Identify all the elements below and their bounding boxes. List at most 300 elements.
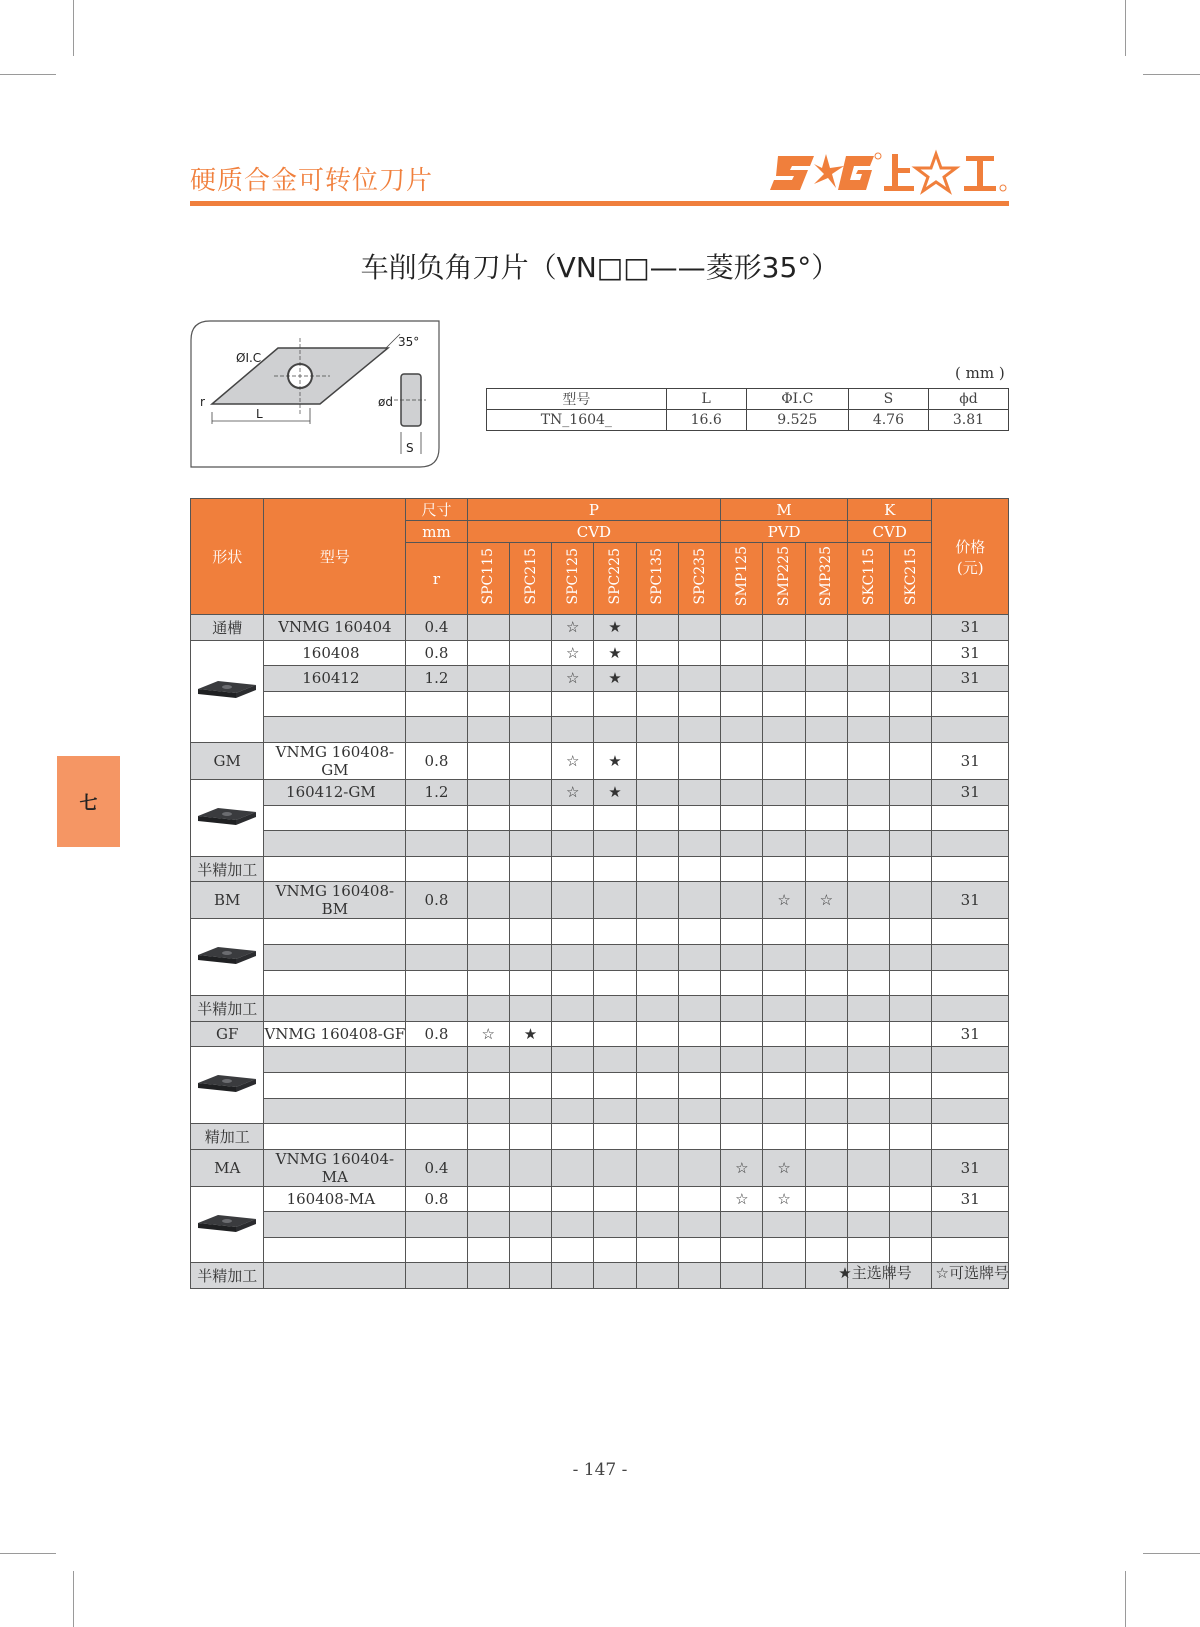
model-cell: VNMG 160408-GM [264,742,406,779]
grade-mark [594,1263,636,1289]
model-cell [264,970,406,996]
header-group-m: M [721,499,848,521]
grade-mark [636,779,678,805]
grade-mark [847,1212,889,1238]
grade-mark [847,1047,889,1073]
dim-header: S [848,389,928,410]
insert-icon [196,676,258,702]
grade-mark [594,996,636,1022]
shape-footer: 半精加工 [191,1263,264,1289]
header-grade [763,543,805,615]
grade-mark [636,1212,678,1238]
grade-mark [467,805,509,831]
grade-mark [763,615,805,641]
grade-mark [636,805,678,831]
grade-mark: ☆ [805,882,847,919]
model-cell [264,1047,406,1073]
grade-mark: ☆ [552,779,594,805]
grade-mark: ☆ [763,882,805,919]
dim-value: 3.81 [928,410,1008,431]
grade-mark [552,1124,594,1150]
grade-mark [467,717,509,743]
dim-header: L [666,389,746,410]
grade-mark [847,742,889,779]
table-row [191,856,1009,882]
model-cell [264,1098,406,1124]
grade-mark [509,1212,551,1238]
model-cell [264,856,406,882]
header-grade [890,543,932,615]
grade-mark [763,1098,805,1124]
dim-value: 9.525 [746,410,848,431]
insert-icon [196,803,258,829]
grade-mark [763,856,805,882]
label-ic: ØI.C [236,351,262,365]
grade-mark [763,717,805,743]
grade-mark [552,882,594,919]
price-cell [932,944,1009,970]
grade-mark [636,640,678,666]
radius-cell [406,717,467,743]
legend-main: ★主选牌号 [838,1264,912,1282]
grade-mark [636,1237,678,1263]
header-grade [552,543,594,615]
model-cell [264,1072,406,1098]
grade-mark: ☆ [552,666,594,692]
grade-mark [763,1237,805,1263]
model-cell: 160412 [264,666,406,692]
grade-mark: ★ [594,640,636,666]
grade-mark [594,970,636,996]
grade-label: SPC235 [691,548,708,605]
grade-mark [467,1263,509,1289]
header-grade [678,543,720,615]
radius-cell [406,1124,467,1150]
grade-mark [467,691,509,717]
grade-mark [678,856,720,882]
price-cell: 31 [932,1149,1009,1186]
header-coat-m: PVD [721,521,848,543]
grade-mark [721,944,763,970]
header-grade [721,543,763,615]
grade-mark [636,1047,678,1073]
price-cell [932,970,1009,996]
grade-mark: ☆ [763,1186,805,1212]
grade-mark [805,970,847,996]
header-grade [594,543,636,615]
grade-mark [636,1263,678,1289]
grade-mark [805,691,847,717]
page-number: - 147 - [572,1460,628,1480]
radius-cell: 0.8 [406,742,467,779]
grade-mark [552,831,594,857]
grade-mark [847,1149,889,1186]
grade-mark [763,1047,805,1073]
grade-mark [847,666,889,692]
radius-cell [406,856,467,882]
header-group-p: P [467,499,721,521]
grade-mark [594,1212,636,1238]
grade-mark [721,1021,763,1047]
table-row [191,742,1009,779]
grade-mark [678,831,720,857]
header-size: 尺寸 [406,499,467,521]
grade-mark [763,666,805,692]
price-cell: 31 [932,742,1009,779]
grade-mark [636,1098,678,1124]
grade-mark [847,944,889,970]
price-cell [932,805,1009,831]
shape-label: GF [191,1021,264,1047]
grade-mark [467,970,509,996]
model-cell [264,805,406,831]
grade-mark [847,882,889,919]
grade-mark [594,919,636,945]
price-cell [932,831,1009,857]
radius-cell [406,1237,467,1263]
grade-mark [890,691,932,717]
grade-mark [805,1212,847,1238]
dim-header: ϕd [928,389,1008,410]
grade-mark [509,691,551,717]
grade-mark [636,1021,678,1047]
shape-image [191,779,264,856]
grade-mark [763,944,805,970]
model-cell [264,1237,406,1263]
grade-label: SPC115 [480,548,497,605]
radius-cell [406,1047,467,1073]
table-row [191,615,1009,641]
grade-mark [678,691,720,717]
grade-mark [890,1237,932,1263]
header-grade [847,543,889,615]
grade-mark [805,1098,847,1124]
label-angle: 35° [398,335,420,349]
grade-mark [552,856,594,882]
grade-label: SPC135 [649,548,666,605]
crop-mark [0,74,56,75]
grade-mark [509,1237,551,1263]
model-cell: VNMG 160404 [264,615,406,641]
grade-mark [847,1124,889,1150]
grade-mark [467,615,509,641]
model-cell [264,919,406,945]
grade-label: SPC125 [564,548,581,605]
model-cell: VNMG 160404-MA [264,1149,406,1186]
grade-mark [805,856,847,882]
legend [800,1262,1009,1283]
grade-mark [509,666,551,692]
radius-cell [406,996,467,1022]
table-row [191,882,1009,919]
grade-mark [847,1098,889,1124]
grade-mark [552,1212,594,1238]
price-cell: 31 [932,1186,1009,1212]
table-row [191,1212,1009,1238]
crop-mark [1143,1553,1200,1554]
grade-mark [805,1237,847,1263]
grade-mark [678,944,720,970]
grade-mark [890,1124,932,1150]
radius-cell [406,919,467,945]
grade-mark [890,944,932,970]
grade-mark [763,1124,805,1150]
grade-mark [636,615,678,641]
grade-mark [636,666,678,692]
grade-mark [678,1237,720,1263]
grade-mark [678,640,720,666]
shape-label: MA [191,1149,264,1186]
radius-cell [406,944,467,970]
grade-mark [467,640,509,666]
label-r: r [200,395,205,409]
grade-mark [552,1237,594,1263]
header-price-label: 价格 [955,537,986,556]
price-cell [932,717,1009,743]
grade-mark [678,1186,720,1212]
radius-cell: 1.2 [406,666,467,692]
grade-mark [467,1149,509,1186]
label-d: ød [378,395,393,409]
header-group-k: K [847,499,932,521]
table-row [191,1021,1009,1047]
grade-mark [594,1021,636,1047]
section-title: 硬质合金可转位刀片 [190,166,434,196]
grade-mark [721,615,763,641]
grade-mark [636,1149,678,1186]
grade-mark [805,944,847,970]
crop-mark [73,0,74,56]
price-cell [932,1212,1009,1238]
radius-cell: 0.8 [406,1021,467,1047]
grade-mark [467,666,509,692]
grade-mark [678,717,720,743]
shape-image [191,1186,264,1263]
grade-mark [467,944,509,970]
radius-cell: 0.4 [406,1149,467,1186]
grade-mark [467,1124,509,1150]
grade-mark [509,1072,551,1098]
table-row [191,831,1009,857]
grade-mark [467,1186,509,1212]
header-model: 型号 [264,499,406,615]
grade-mark: ★ [509,1021,551,1047]
grade-mark [805,831,847,857]
grade-mark [636,1072,678,1098]
table-row [191,996,1009,1022]
grade-mark: ☆ [552,615,594,641]
dim-header: ΦI.C [746,389,848,410]
grade-mark [467,919,509,945]
grade-mark: ★ [594,615,636,641]
grade-mark [805,919,847,945]
insert-icon [196,1210,258,1236]
grade-label: SMP325 [818,546,835,607]
model-cell [264,944,406,970]
grade-mark [467,779,509,805]
price-cell: 31 [932,666,1009,692]
grade-mark [890,882,932,919]
grade-mark [678,882,720,919]
grade-mark [636,970,678,996]
header-grade [509,543,551,615]
grade-mark [721,1047,763,1073]
grade-mark [678,919,720,945]
grade-mark [552,1098,594,1124]
table-row [191,1186,1009,1212]
grade-mark [552,1263,594,1289]
model-cell: 160408 [264,640,406,666]
header-grade [467,543,509,615]
grade-mark [552,691,594,717]
grade-mark [721,1072,763,1098]
grade-mark [805,1047,847,1073]
insert-icon [196,1070,258,1096]
grade-mark: ☆ [763,1149,805,1186]
grade-mark [763,1263,805,1289]
table-row [191,1237,1009,1263]
price-cell: 31 [932,1021,1009,1047]
grade-mark [847,831,889,857]
grade-mark [594,691,636,717]
grade-mark [509,882,551,919]
page-title: 车削负角刀片（VN□□——菱形35°） [360,251,840,284]
table-row [191,805,1009,831]
grade-mark [890,1212,932,1238]
grade-mark: ★ [594,779,636,805]
grade-mark [890,742,932,779]
table-row [191,919,1009,945]
radius-cell: 1.2 [406,779,467,805]
grade-mark [509,1149,551,1186]
grade-mark [721,919,763,945]
grade-mark [552,1047,594,1073]
grade-mark [890,1072,932,1098]
grade-mark: ★ [594,666,636,692]
grade-label: SMP125 [733,546,750,607]
radius-cell [406,691,467,717]
grade-mark [678,996,720,1022]
model-cell: 160408-MA [264,1186,406,1212]
model-cell [264,831,406,857]
radius-cell [406,1072,467,1098]
grade-mark [509,944,551,970]
grade-table [190,498,1009,1289]
grade-mark [890,831,932,857]
grade-mark [636,996,678,1022]
shape-label: 通槽 [191,615,264,641]
grade-mark [890,1047,932,1073]
header-r: r [406,543,467,615]
grade-mark [805,1186,847,1212]
model-cell: VNMG 160408-BM [264,882,406,919]
grade-mark [763,919,805,945]
price-cell: 31 [932,882,1009,919]
grade-mark [552,944,594,970]
shape-footer: 半精加工 [191,856,264,882]
grade-mark [763,779,805,805]
grade-mark [721,717,763,743]
model-cell [264,691,406,717]
model-cell [264,996,406,1022]
grade-mark [678,1072,720,1098]
grade-label: SPC225 [607,548,624,605]
grade-mark [636,919,678,945]
grade-mark [847,615,889,641]
grade-mark: ☆ [721,1186,763,1212]
table-row [191,640,1009,666]
grade-mark [763,996,805,1022]
grade-mark [847,717,889,743]
grade-mark [890,805,932,831]
header-price-unit: (元) [956,558,984,577]
grade-mark [805,717,847,743]
radius-cell [406,1212,467,1238]
grade-mark [467,742,509,779]
price-cell: 31 [932,640,1009,666]
header-grade [805,543,847,615]
crop-mark [73,1571,74,1627]
table-row [191,1149,1009,1186]
grade-mark [678,666,720,692]
grade-mark [721,856,763,882]
shape-image [191,919,264,996]
crop-mark [1143,74,1200,75]
grade-mark [805,666,847,692]
grade-mark [509,996,551,1022]
grade-mark [721,831,763,857]
grade-label: SKC215 [902,547,919,606]
table-row [191,666,1009,692]
grade-mark [552,1072,594,1098]
grade-mark [890,1186,932,1212]
grade-mark [678,970,720,996]
grade-mark [678,615,720,641]
price-cell [932,1237,1009,1263]
table-row [191,944,1009,970]
grade-mark [594,856,636,882]
grade-mark [552,805,594,831]
grade-mark [763,970,805,996]
grade-mark [890,1098,932,1124]
dim-value: 16.6 [666,410,746,431]
grade-mark [847,970,889,996]
grade-mark [509,1098,551,1124]
grade-mark: ☆ [552,640,594,666]
grade-mark [890,666,932,692]
brand-logo [770,148,1010,198]
grade-mark [636,717,678,743]
grade-mark [678,779,720,805]
grade-mark [805,1149,847,1186]
grade-mark [890,779,932,805]
grade-mark [636,1124,678,1150]
grade-mark [594,1072,636,1098]
price-cell [932,1047,1009,1073]
grade-mark [509,779,551,805]
grade-mark [847,779,889,805]
grade-mark [805,640,847,666]
grade-mark [678,1047,720,1073]
price-cell: 31 [932,779,1009,805]
header-shape: 形状 [191,499,264,615]
grade-mark [552,1186,594,1212]
table-row [191,1098,1009,1124]
grade-mark [721,882,763,919]
radius-cell: 0.8 [406,1186,467,1212]
grade-mark [890,996,932,1022]
shape-label: BM [191,882,264,919]
